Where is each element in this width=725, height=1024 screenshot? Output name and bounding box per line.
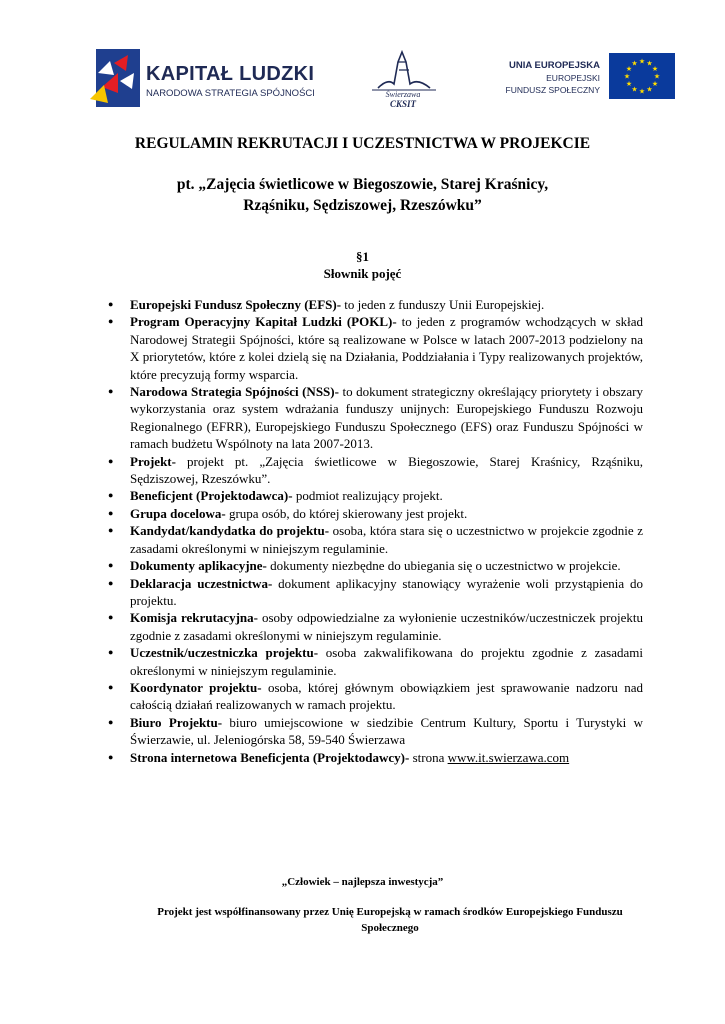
subtitle-line-2: Rząśniku, Sędziszowej, Rzeszówku” [243, 197, 482, 214]
eu-star-icon: ★ [651, 65, 659, 73]
eu-star-icon: ★ [638, 87, 646, 96]
section-heading [0, 248, 725, 282]
definition-text: biuro umiejscowione w siedzibie Centrum Kultury, Sportu i Turystyki w Świerzawie, ul. Jeleniogórska 58, 59-540 Świerzawa [130, 714, 643, 748]
definition-term: Deklaracja uczestnictwa- [130, 575, 273, 591]
section-title: Słownik pojęć [323, 266, 402, 281]
cofinance-note: Projekt jest współfinansowany przez Unię Europejską w ramach środków Europejskiego Funduszu Społecznego [157, 906, 623, 934]
list-item [108, 575, 643, 610]
kapital-ludzki-title: KAPITAŁ LUDZKI [146, 63, 315, 85]
eu-fund-line2: FUNDUSZ SPOŁECZNY [505, 85, 600, 95]
list-item [108, 313, 643, 383]
eu-star-icon: ★ [651, 80, 659, 88]
eu-star-icon: ★ [653, 72, 661, 81]
definition-term: Uczestnik/uczestniczka projektu- [130, 645, 319, 661]
definition-text: osoby odpowiedzialne za wyłonienie uczestników/uczestniczek projektu zgodnie z zasadami określonymi w niniejszym regulaminie. [130, 610, 643, 643]
eu-flag-icon [609, 53, 675, 99]
eu-union-label: UNIA EUROPEJSKA [509, 60, 600, 71]
definitions-list [108, 296, 643, 766]
definition-term: Koordynator projektu- [130, 679, 262, 695]
list-item [108, 487, 643, 504]
eu-star-icon: ★ [631, 59, 638, 68]
definition-text: dokumenty niezbędne do ubiegania się o uczestnictwo w projekcie. [266, 558, 621, 574]
list-item [108, 505, 643, 522]
eu-star-icon: ★ [625, 80, 633, 88]
definition-text: strona [409, 749, 448, 765]
definition-term: Program Operacyjny Kapitał Ludzki (POKL)- [130, 314, 397, 330]
definition-term: Strona internetowa Beneficjenta (Projektodawcy)- [130, 749, 410, 765]
definition-text: to jeden z programów wchodzących w skład Narodowej Strategii Spójności, które są realizowane w Polsce w latach 2007-2013 podzielony na X priorytetów, które z kolei dzielą się na Działania, Poddziałania i Typy realizowanych projektów, które precyzują formy wsparcia. [130, 314, 644, 382]
eu-star-icon: ★ [631, 85, 638, 94]
list-item [108, 749, 643, 766]
definition-term: Dokumenty aplikacyjne- [130, 558, 267, 574]
definition-term: Projekt- [130, 453, 176, 469]
eu-star-icon: ★ [625, 65, 633, 73]
list-item [108, 714, 643, 749]
list-item [108, 557, 643, 574]
document-title: REGULAMIN REKRUTACJI I UCZESTNICTWA W PROJEKCIE [134, 135, 591, 152]
church-tower-icon [358, 48, 448, 92]
definition-text: osoba, której głównym obowiązkiem jest sprawowanie nadzoru nad całością działań realizowanych w ramach projektu. [130, 679, 643, 713]
list-item [108, 679, 643, 714]
list-item [108, 644, 643, 679]
document-subtitle [0, 174, 725, 216]
definition-term: Narodowa Strategia Spójności (NSS)- [130, 384, 339, 400]
definition-term: Europejski Fundusz Społeczny (EFS)- [130, 297, 342, 312]
definition-term: Biuro Projektu- [130, 714, 223, 730]
cksit-label: CKSIT [389, 99, 416, 109]
kapital-ludzki-emblem-icon [88, 43, 144, 113]
definition-text: to jeden z funduszy Unii Europejskiej. [341, 297, 545, 312]
swierzawa-logo [358, 48, 448, 118]
eu-text [506, 59, 600, 96]
section-number: §1 [356, 249, 369, 264]
list-item [108, 522, 643, 557]
eu-logo [505, 53, 675, 113]
kapital-ludzki-logo [88, 43, 315, 113]
page-header [0, 38, 725, 118]
definition-term: Grupa docelowa- [130, 505, 226, 521]
kapital-ludzki-subtitle: NARODOWA STRATEGIA SPÓJNOŚCI [146, 88, 315, 99]
definition-text: osoba zakwalifikowana do projektu zgodnie z zasadami określonymi w niniejszym regulaminie. [130, 645, 643, 678]
list-item [108, 453, 643, 488]
definition-text: osoba, która stara się o uczestnictwo w projekcie zgodnie z zasadami określonymi w niniejszym regulaminie. [130, 523, 643, 556]
eu-fund-line1: EUROPEJSKI [546, 73, 600, 83]
swierzawa-town-label: Świerzawa [385, 90, 421, 99]
definition-text: podmiot realizujący projekt. [292, 488, 443, 504]
definition-text: grupa osób, do której skierowany jest projekt. [225, 505, 468, 521]
eu-star-icon: ★ [638, 57, 646, 66]
subtitle-line-1: pt. „Zajęcia świetlicowe w Biegoszowie, Starej Kraśnicy, [176, 176, 549, 193]
definition-text: to dokument strategiczny określający priorytety i obszary wykorzystania oraz system wdrażania funduszy unijnych: Europejskiego Funduszu Rozwoju Regionalnego (EFRR), Europejskiego Funduszu Społecznego (EFS) oraz Funduszu Spójności w ramach budżetu Wspólnoty na lata 2007-2013. [130, 384, 644, 452]
list-item [108, 609, 643, 644]
definition-text: projekt pt. „Zajęcia świetlicowe w Biegoszowie, Starej Kraśnicy, Rząśniku, Sędziszowej, Rzeszówku”. [130, 453, 643, 487]
definition-term: Komisja rekrutacyjna- [130, 610, 258, 626]
definition-term: Beneficjent (Projektodawca)- [130, 488, 293, 504]
eu-star-icon: ★ [646, 85, 653, 94]
website-link[interactable]: www.it.swierzawa.com [447, 749, 570, 765]
list-item [108, 383, 643, 453]
list-item [108, 296, 643, 313]
definition-text: dokument aplikacyjny stanowiący wyrażenie woli przystąpienia do projektu. [130, 575, 643, 608]
eu-star-icon: ★ [646, 59, 653, 68]
eu-star-icon: ★ [623, 72, 631, 81]
definition-term: Kandydat/kandydatka do projektu- [130, 523, 330, 539]
motto: „Człowiek – najlepsza inwestycja” [281, 876, 444, 888]
